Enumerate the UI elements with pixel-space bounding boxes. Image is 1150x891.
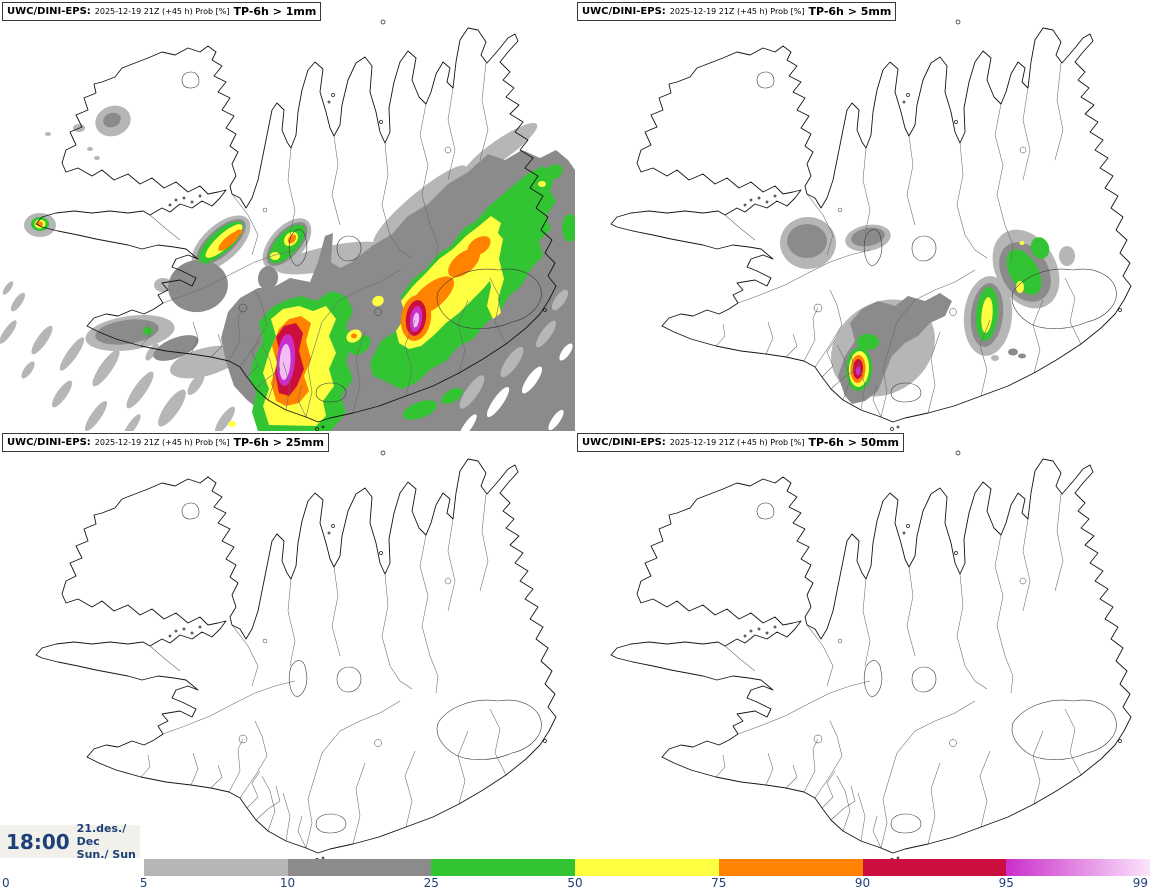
glacier-outline bbox=[289, 661, 307, 697]
prob-area-g1 bbox=[88, 347, 123, 390]
boundary-line bbox=[738, 262, 830, 303]
island bbox=[750, 199, 752, 201]
island bbox=[1119, 740, 1122, 743]
boundary-line bbox=[480, 63, 488, 160]
island bbox=[544, 740, 547, 743]
boundary-line bbox=[1023, 519, 1030, 611]
boundary-line bbox=[332, 567, 340, 656]
panel-tp6h-gt-50mm bbox=[575, 431, 1150, 862]
glacier-outline bbox=[757, 503, 774, 519]
boundary-line bbox=[738, 693, 830, 734]
colorbar-tick-90: 90 bbox=[854, 876, 871, 890]
boundary-line bbox=[786, 765, 797, 788]
boundary-line bbox=[229, 739, 243, 792]
island bbox=[380, 552, 383, 555]
boundary-line bbox=[980, 751, 990, 827]
glacier-outlines bbox=[757, 503, 1116, 833]
valid-time: 18:00 bbox=[6, 829, 70, 854]
prob-area-gr bbox=[143, 327, 153, 335]
island bbox=[907, 94, 910, 97]
boundary-line bbox=[837, 776, 850, 831]
boundary-line bbox=[907, 567, 915, 656]
boundary-line bbox=[1055, 494, 1063, 591]
panel-title bbox=[577, 433, 904, 452]
run-info: 2025-12-19 21Z (+45 h) Prob [%] bbox=[94, 438, 230, 447]
boundary-line bbox=[831, 786, 855, 820]
prob-area-g1 bbox=[56, 335, 87, 374]
prob-area-g1 bbox=[121, 412, 144, 431]
boundary-line bbox=[725, 215, 755, 240]
boundary-line bbox=[191, 753, 198, 785]
colorbar-ticks bbox=[0, 876, 1150, 891]
colorbar-tick-50: 50 bbox=[567, 876, 583, 890]
boundary-line bbox=[1065, 278, 1081, 344]
boundary-line bbox=[995, 535, 1005, 656]
colorbar-segment-10-25 bbox=[288, 859, 432, 876]
prob-area-gr bbox=[199, 259, 205, 263]
prob-area-g1 bbox=[0, 318, 19, 346]
prob-area-g1 bbox=[82, 398, 111, 431]
threshold-label: TP-6h > 25mm bbox=[233, 436, 324, 449]
glacier-outline bbox=[912, 236, 936, 261]
boundary-line bbox=[766, 322, 773, 354]
island bbox=[758, 628, 760, 630]
interior-boundaries bbox=[141, 494, 506, 848]
interior-boundaries bbox=[716, 494, 1081, 848]
boundary-line bbox=[995, 104, 1005, 225]
glacier-outline bbox=[437, 700, 541, 760]
boundary-line bbox=[390, 666, 412, 689]
probability-shading bbox=[0, 101, 575, 431]
island bbox=[766, 201, 768, 203]
iceland-map bbox=[0, 0, 575, 431]
prob-area-ye bbox=[1016, 281, 1024, 293]
colorbar-segments bbox=[0, 859, 1150, 876]
island bbox=[1119, 309, 1122, 312]
prob-area-g1 bbox=[45, 132, 51, 136]
coastline bbox=[36, 459, 556, 853]
probability-shading bbox=[780, 217, 1075, 416]
island bbox=[381, 451, 385, 455]
lake-outline bbox=[445, 578, 451, 584]
boundary-line bbox=[298, 816, 306, 848]
lake-outline bbox=[263, 208, 267, 212]
island bbox=[328, 532, 330, 534]
colorbar-tick-10: 10 bbox=[279, 876, 296, 890]
island bbox=[758, 197, 760, 199]
island bbox=[183, 197, 185, 199]
prob-area-g2 bbox=[1008, 349, 1018, 356]
boundary-line bbox=[480, 494, 488, 591]
boundary-line bbox=[716, 324, 725, 346]
island bbox=[199, 626, 201, 628]
boundary-line bbox=[256, 786, 280, 820]
boundary-line bbox=[1033, 731, 1043, 804]
boundary-line bbox=[858, 793, 865, 841]
boundary-line bbox=[725, 646, 755, 671]
boundary-line bbox=[716, 755, 725, 777]
boundary-line bbox=[873, 816, 881, 848]
boundary-line bbox=[332, 136, 340, 225]
boundary-line bbox=[255, 681, 295, 693]
glacier-outline bbox=[864, 661, 882, 697]
boundary-line bbox=[786, 334, 797, 357]
boundary-line bbox=[353, 763, 365, 844]
prob-area-g1 bbox=[94, 156, 100, 160]
prob-area-or bbox=[351, 334, 357, 339]
probability-colorbar bbox=[0, 859, 1150, 891]
island bbox=[169, 204, 171, 206]
model-label: UWC/DINI-EPS: bbox=[582, 6, 666, 17]
colorbar-tick-0: 0 bbox=[2, 876, 10, 890]
boundary-line bbox=[382, 574, 390, 666]
iceland-map bbox=[0, 431, 575, 862]
model-label: UWC/DINI-EPS: bbox=[7, 6, 91, 17]
iceland-map bbox=[575, 0, 1150, 431]
prob-area-g1 bbox=[1, 280, 15, 297]
boundary-line bbox=[448, 519, 455, 611]
island bbox=[955, 121, 958, 124]
boundary-line bbox=[1055, 63, 1063, 160]
island bbox=[175, 630, 177, 632]
prob-area-or bbox=[236, 230, 243, 235]
panel-tp6h-gt-25mm bbox=[0, 431, 575, 862]
lake-outline bbox=[838, 639, 842, 643]
glacier-outline bbox=[1012, 700, 1116, 760]
colorbar-tick-99: 99 bbox=[1132, 876, 1148, 890]
boundary-line bbox=[262, 776, 275, 831]
lake-outline bbox=[838, 208, 842, 212]
panel-title bbox=[2, 433, 329, 452]
model-label: UWC/DINI-EPS: bbox=[582, 437, 666, 448]
prob-area-g1 bbox=[212, 404, 239, 431]
island bbox=[956, 451, 960, 455]
colorbar-segment-50-75 bbox=[575, 859, 719, 876]
colorbar-tick-75: 75 bbox=[711, 876, 727, 890]
island bbox=[744, 635, 746, 637]
colorbar-segment-90-95 bbox=[863, 859, 1007, 876]
island bbox=[191, 632, 193, 634]
prob-area-g1 bbox=[8, 291, 27, 314]
prob-area-g1 bbox=[122, 369, 157, 412]
boundary-line bbox=[306, 753, 322, 848]
glacier-outline bbox=[182, 72, 199, 88]
glacier-outline bbox=[182, 503, 199, 519]
island bbox=[332, 94, 335, 97]
island bbox=[955, 552, 958, 555]
boundary-line bbox=[150, 215, 180, 240]
prob-area-g1 bbox=[28, 323, 56, 357]
boundary-line bbox=[232, 625, 258, 686]
boundary-line bbox=[405, 751, 415, 827]
prob-area-ye bbox=[538, 181, 546, 187]
boundary-line bbox=[430, 656, 438, 693]
threshold-label: TP-6h > 1mm bbox=[233, 5, 317, 18]
valid-date: 21.des./ Dec bbox=[76, 822, 127, 848]
island bbox=[907, 525, 910, 528]
colorbar-segment-5-10 bbox=[144, 859, 288, 876]
boundary-line bbox=[957, 143, 965, 235]
island bbox=[750, 630, 752, 632]
boundary-line bbox=[163, 693, 255, 734]
valid-day: Sun./ Sun bbox=[76, 848, 136, 861]
boundary-line bbox=[283, 793, 290, 841]
colorbar-tick-25: 25 bbox=[423, 876, 439, 890]
island bbox=[956, 20, 960, 24]
colorbar-segment-25-50 bbox=[431, 859, 575, 876]
valid-date-block bbox=[77, 822, 140, 861]
boundary-line bbox=[458, 731, 468, 804]
boundary-line bbox=[288, 579, 295, 666]
prob-area-g1 bbox=[154, 386, 191, 430]
boundary-line bbox=[141, 755, 150, 777]
island bbox=[191, 201, 193, 203]
boundary-line bbox=[448, 88, 455, 180]
boundary-line bbox=[766, 753, 773, 785]
island bbox=[774, 626, 776, 628]
boundary-line bbox=[804, 739, 818, 792]
boundary-line bbox=[211, 765, 222, 788]
boundary-line bbox=[897, 701, 975, 753]
boundary-line bbox=[928, 763, 940, 844]
lake-outline bbox=[1020, 147, 1026, 153]
glacier-outline bbox=[316, 814, 346, 833]
lake-outline bbox=[1020, 578, 1026, 584]
prob-area-ye bbox=[1020, 241, 1025, 245]
island bbox=[332, 525, 335, 528]
panel-title bbox=[2, 2, 321, 21]
coastline bbox=[611, 459, 1131, 853]
prob-area-g2 bbox=[787, 224, 827, 258]
island bbox=[903, 532, 905, 534]
run-info: 2025-12-19 21Z (+45 h) Prob [%] bbox=[94, 7, 230, 16]
boundary-line bbox=[420, 535, 430, 656]
colorbar-segment-0-5 bbox=[0, 859, 144, 876]
prob-area-ye bbox=[228, 421, 236, 427]
colorbar-segment-75-90 bbox=[719, 859, 863, 876]
boundary-line bbox=[150, 646, 180, 671]
colorbar-tick-5: 5 bbox=[139, 876, 148, 890]
boundary-line bbox=[965, 666, 987, 689]
island bbox=[774, 195, 776, 197]
lake-outline bbox=[950, 309, 957, 316]
island bbox=[381, 20, 385, 24]
boundary-line bbox=[822, 771, 835, 808]
run-info: 2025-12-19 21Z (+45 h) Prob [%] bbox=[669, 438, 805, 447]
boundary-line bbox=[807, 625, 833, 686]
boundary-line bbox=[247, 771, 260, 808]
boundary-line bbox=[863, 148, 870, 235]
run-info: 2025-12-19 21Z (+45 h) Prob [%] bbox=[669, 7, 805, 16]
prob-area-g1 bbox=[1059, 246, 1075, 266]
glacier-outline bbox=[891, 814, 921, 833]
island bbox=[183, 628, 185, 630]
boundary-line bbox=[830, 250, 870, 262]
island bbox=[744, 204, 746, 206]
island bbox=[175, 199, 177, 201]
glacier-outlines bbox=[182, 503, 541, 833]
boundary-line bbox=[322, 701, 400, 753]
prob-area-g1 bbox=[49, 378, 76, 410]
glacier-outline bbox=[912, 667, 936, 692]
threshold-label: TP-6h > 50mm bbox=[808, 436, 899, 449]
boundary-line bbox=[965, 235, 987, 258]
boundary-line bbox=[907, 136, 915, 225]
boundary-line bbox=[830, 681, 870, 693]
panel-tp6h-gt-1mm bbox=[0, 0, 575, 431]
prob-area-g1 bbox=[991, 355, 999, 361]
island bbox=[766, 632, 768, 634]
island bbox=[199, 195, 201, 197]
prob-area-gr bbox=[205, 260, 210, 264]
boundary-line bbox=[1033, 300, 1043, 373]
lake-outline bbox=[445, 147, 451, 153]
glacier-outline bbox=[337, 667, 361, 692]
prob-area-g2 bbox=[1018, 354, 1026, 359]
panel-title bbox=[577, 2, 896, 21]
panel-tp6h-gt-5mm bbox=[575, 0, 1150, 431]
boundary-line bbox=[863, 579, 870, 666]
boundary-line bbox=[1023, 88, 1030, 180]
model-label: UWC/DINI-EPS: bbox=[7, 437, 91, 448]
island bbox=[169, 635, 171, 637]
boundary-line bbox=[804, 308, 818, 361]
colorbar-segment-95-99 bbox=[1006, 859, 1150, 876]
valid-time-box bbox=[0, 822, 140, 861]
island bbox=[380, 121, 383, 124]
boundary-line bbox=[1005, 656, 1013, 693]
prob-area-g1 bbox=[19, 360, 37, 381]
boundary-line bbox=[957, 574, 965, 666]
island bbox=[328, 101, 330, 103]
island bbox=[897, 426, 899, 428]
lake-outline bbox=[950, 740, 957, 747]
prob-area-g1 bbox=[87, 147, 93, 151]
glacier-outline bbox=[757, 72, 774, 88]
boundary-line bbox=[490, 709, 506, 775]
boundary-line bbox=[1065, 709, 1081, 775]
iceland-map bbox=[575, 431, 1150, 862]
island bbox=[903, 101, 905, 103]
lake-outline bbox=[263, 639, 267, 643]
boundary-line bbox=[881, 753, 897, 848]
colorbar-tick-95: 95 bbox=[998, 876, 1014, 890]
threshold-label: TP-6h > 5mm bbox=[808, 5, 892, 18]
lake-outline bbox=[375, 740, 382, 747]
